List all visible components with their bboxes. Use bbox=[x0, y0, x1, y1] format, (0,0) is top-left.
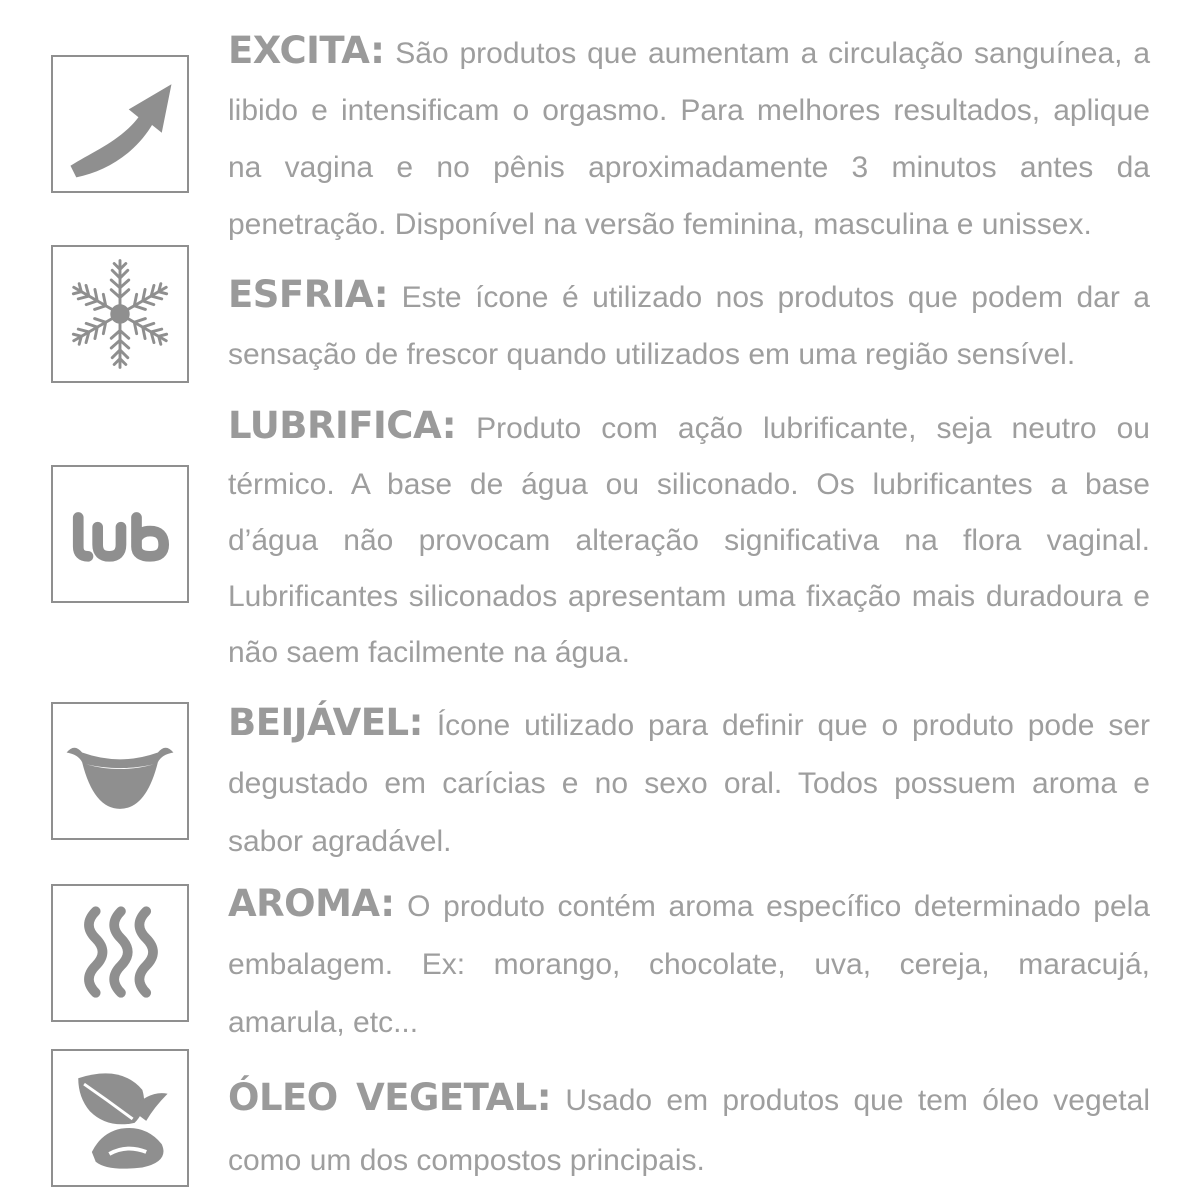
oleo-vegetal-icon-box bbox=[51, 1049, 189, 1187]
entry-esfria bbox=[228, 266, 1150, 383]
aroma-icon-box bbox=[51, 884, 189, 1022]
esfria-icon-box bbox=[51, 245, 189, 383]
leaf-drop-icon bbox=[53, 1051, 187, 1185]
entry-title: LUBRIFICA: bbox=[228, 404, 457, 447]
entry-title: EXCITA: bbox=[228, 29, 385, 72]
aroma-waves-icon bbox=[53, 886, 187, 1020]
excita-icon-box bbox=[51, 55, 189, 193]
lub-icon bbox=[53, 467, 187, 601]
lips-icon bbox=[53, 704, 187, 838]
entry-aroma bbox=[228, 875, 1150, 1052]
entry-text: O produto contém aroma específico determinado pela embalagem. Ex: morango, chocolate, uva, cereja, maracujá, amarula, etc... bbox=[228, 890, 1150, 1039]
entry-title: AROMA: bbox=[228, 882, 395, 925]
entry-text: Ícone utilizado para definir que o produto pode ser degustado em carícias e no sexo oral. Todos possuem aroma e sabor agradável. bbox=[228, 709, 1150, 858]
entry-beijavel bbox=[228, 694, 1150, 871]
snowflake-icon bbox=[53, 247, 187, 381]
beijavel-icon-box bbox=[51, 702, 189, 840]
entry-excita bbox=[228, 22, 1150, 253]
entry-title: ÓLEO VEGETAL: bbox=[228, 1076, 552, 1119]
entry-oleo-vegetal bbox=[228, 1068, 1150, 1191]
entry-text: Este ícone é utilizado nos produtos que podem dar a sensação de frescor quando utilizados em uma região sensível. bbox=[228, 281, 1150, 371]
lubrifica-icon-box bbox=[51, 465, 189, 603]
entry-text: Usado em produtos que tem óleo vegetal como um dos compostos principais. bbox=[228, 1084, 1150, 1177]
entry-title: ESFRIA: bbox=[228, 273, 389, 316]
entry-text: Produto com ação lubrificante, seja neutro ou térmico. A base de água ou siliconado. Os lubrificantes a base d’água não provocam alteração significativa na flora vaginal. Lubrificantes siliconados apresentam uma fixação mais duradoura e não saem facilmente na água. bbox=[228, 412, 1150, 669]
entry-lubrifica bbox=[228, 398, 1150, 681]
arrow-up-right-icon bbox=[53, 57, 187, 191]
entry-text: São produtos que aumentam a circulação sanguínea, a libido e intensificam o orgasmo. Para melhores resultados, aplique na vagina e no pênis aproximadamente 3 minutos antes da penetração. Disponível na versão feminina, masculina e unissex. bbox=[228, 37, 1150, 241]
entry-title: BEIJÁVEL: bbox=[228, 701, 423, 744]
